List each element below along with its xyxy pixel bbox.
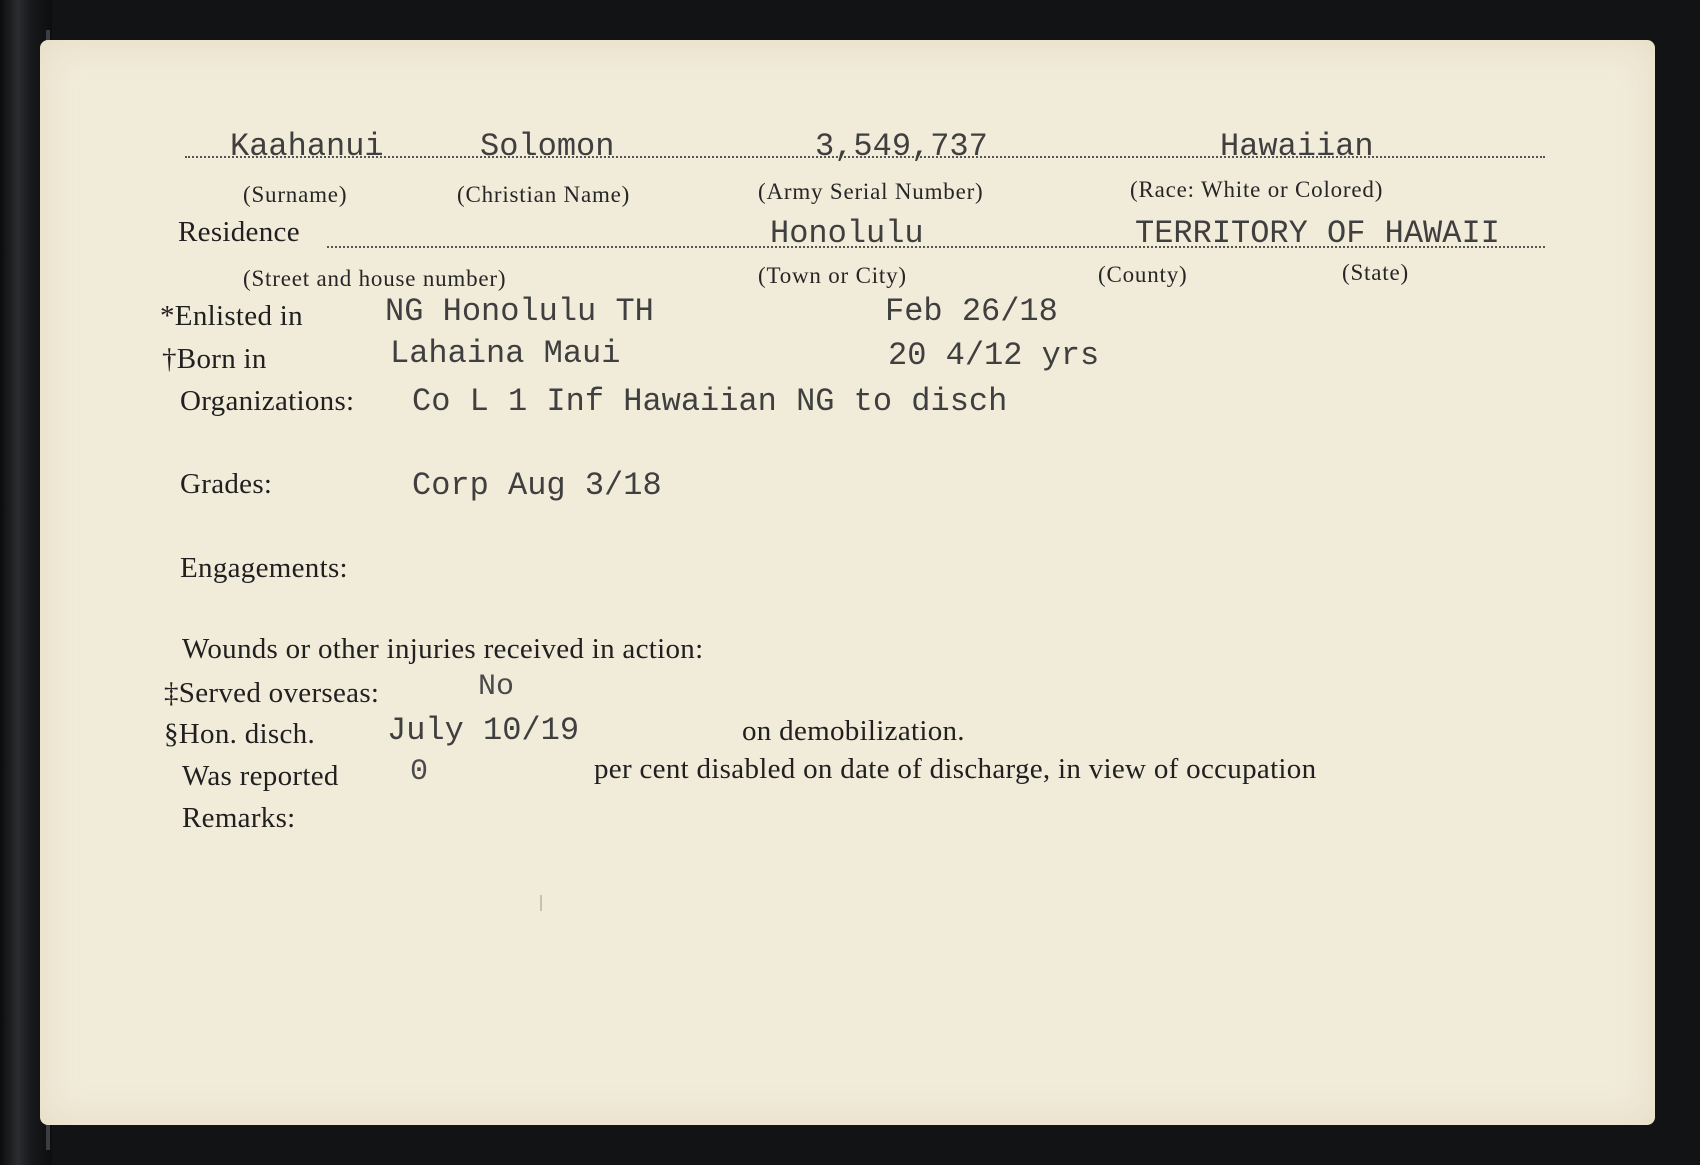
organizations-value: Co L 1 Inf Hawaiian NG to disch (412, 383, 1008, 420)
discharge-label: §Hon. disch. (164, 718, 316, 750)
wounds-label: Wounds or other injuries received in action: (182, 633, 704, 665)
overseas-value: No (478, 670, 515, 704)
remarks-label: Remarks: (182, 802, 296, 834)
residence-town-value: Honolulu (770, 215, 924, 252)
residence-label: Residence (178, 216, 300, 248)
grades-label: Grades: (180, 468, 273, 500)
christian-name-value: Solomon (480, 128, 615, 165)
serial-number-caption: (Army Serial Number) (758, 179, 984, 204)
born-label: †Born in (162, 343, 267, 375)
paper-speck (540, 895, 542, 911)
residence-state-value: TERRITORY OF HAWAII (1135, 215, 1500, 252)
grades-value: Corp Aug 3/18 (412, 467, 662, 504)
disability-label: Was reported (182, 760, 339, 792)
service-record-card (40, 40, 1655, 1125)
organizations-label: Organizations: (180, 385, 355, 417)
county-caption: (County) (1098, 262, 1188, 287)
enlisted-label: *Enlisted in (160, 300, 303, 332)
town-caption: (Town or City) (758, 263, 907, 288)
born-place-value: Lahaina Maui (390, 335, 621, 372)
serial-number-value: 3,549,737 (815, 128, 988, 165)
overseas-label: ‡Served overseas: (164, 677, 380, 709)
surname-value: Kaahanui (230, 128, 384, 165)
street-caption: (Street and house number) (243, 266, 507, 291)
disability-suffix: per cent disabled on date of discharge, in view of occupation (594, 753, 1317, 785)
disability-value: 0 (410, 755, 429, 789)
enlisted-date-value: Feb 26/18 (885, 293, 1058, 330)
enlisted-place-value: NG Honolulu TH (385, 293, 654, 330)
discharge-suffix: on demobilization. (742, 715, 965, 747)
discharge-date-value: July 10/19 (387, 712, 580, 749)
born-age-value: 20 4/12 yrs (888, 337, 1100, 374)
engagements-label: Engagements: (180, 552, 348, 584)
surname-caption: (Surname) (243, 182, 348, 207)
state-caption: (State) (1342, 260, 1409, 285)
christian-name-caption: (Christian Name) (457, 182, 631, 207)
race-caption: (Race: White or Colored) (1130, 177, 1384, 202)
race-value: Hawaiian (1220, 128, 1374, 165)
